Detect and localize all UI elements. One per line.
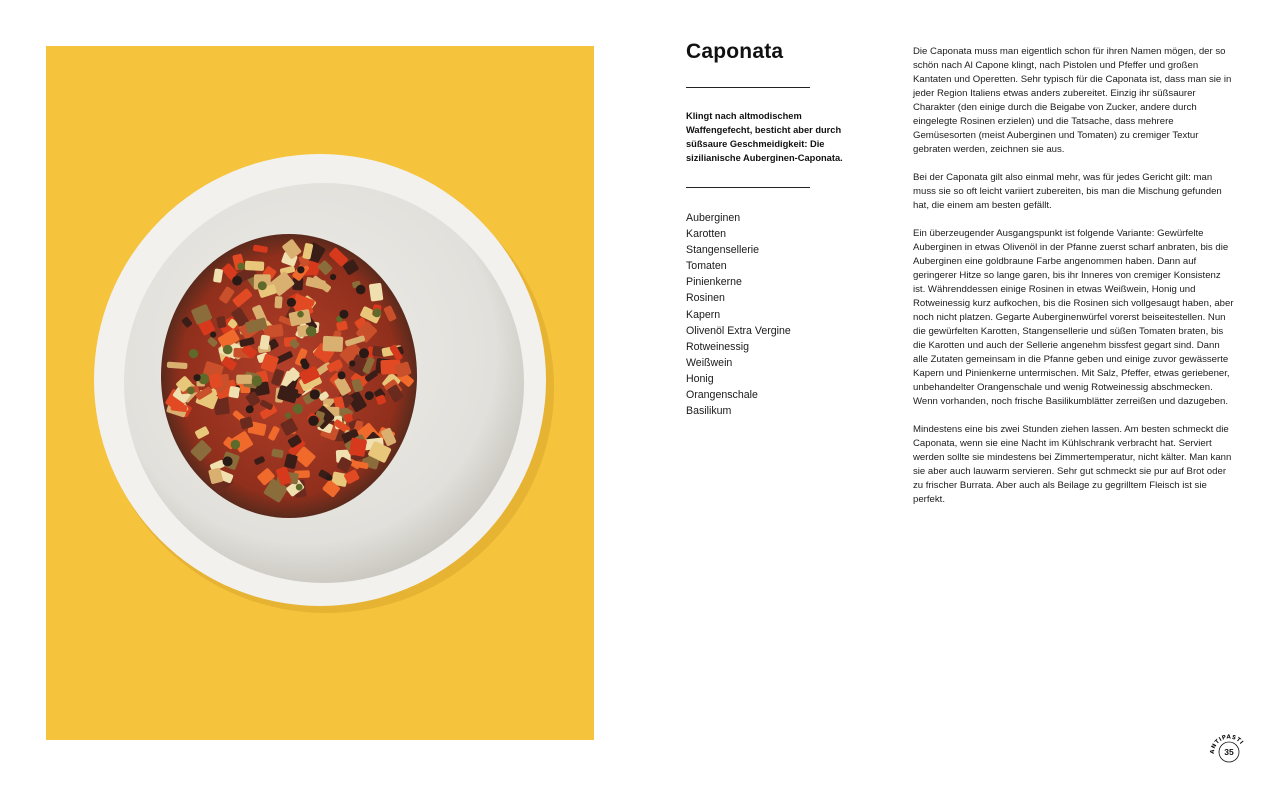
ingredient-item: Honig [686, 372, 714, 385]
caper [189, 349, 198, 358]
vegetable-piece [221, 374, 230, 389]
recipe-body [913, 45, 1235, 521]
caper [232, 276, 242, 286]
caper [300, 358, 307, 365]
caper [258, 281, 267, 290]
caper [194, 374, 201, 381]
caper [373, 309, 382, 318]
ingredient-item: Kapern [686, 308, 721, 321]
vegetable-piece [369, 283, 384, 302]
body-paragraph: Bei der Caponata gilt also einmal mehr, was für jedes Gericht gilt: man muss sie so oft leicht variiert zubereiten, bis man die Mischung gefunden hat, die einem am besten gefällt. [913, 172, 1222, 211]
ingredient-item: Rosinen [686, 292, 725, 305]
caper [293, 404, 303, 414]
caper [310, 389, 320, 399]
caper [297, 266, 304, 273]
caper [365, 391, 374, 400]
body-paragraph: Die Caponata muss man eigentlich schon für ihren Namen mögen, der so schön nach Al Capone klingt, nach Pistolen und Pfeffer und großen Kantaten und Operetten. Sehr typisch für die Caponata ist, dass man sie in jeder Region Italiens etwas anders zubereitet. Einzig ihr süßsaurer Charakter (den einige durch die Beigabe von Zucker, andere durch eingelegte Rosinen erzielen) und die Tatsache, dass mehrere Gemüsesorten (meist Auberginen und Tomaten) zu cremiger Textur gebraten werden, zeichnen sie aus. [913, 46, 1232, 155]
caper [246, 405, 254, 413]
caponata-photo [46, 46, 594, 740]
caponata-food [161, 234, 417, 518]
caper [306, 326, 317, 337]
caper [210, 332, 216, 338]
caper [223, 345, 233, 355]
lead-divider [686, 187, 810, 188]
page-folio [1208, 732, 1248, 772]
vegetable-piece [245, 261, 265, 271]
vegetable-piece [228, 386, 240, 399]
recipe-title: Caponata [686, 40, 784, 63]
caper [285, 412, 291, 418]
caper [349, 360, 355, 366]
caper [287, 298, 296, 307]
caper [297, 311, 304, 318]
vegetable-piece [322, 336, 343, 352]
caponata-bowl-illustration [46, 46, 594, 740]
ingredient-item: Stangensellerie [686, 244, 760, 257]
caper [296, 484, 303, 491]
caper [237, 263, 245, 271]
caper [223, 456, 233, 466]
caper [231, 440, 241, 450]
ingredient-item: Weißwein [686, 356, 733, 369]
vegetable-piece [274, 296, 282, 308]
vegetable-piece [349, 437, 367, 457]
vegetable-piece [236, 375, 252, 384]
ingredient-item: Basilikum [686, 405, 732, 418]
caper [359, 348, 369, 358]
caper [356, 285, 366, 295]
caper [326, 475, 332, 481]
body-paragraph: Mindestens eine bis zwei Stunden ziehen lassen. Am besten schmeckt die Caponata, wenn sie eine Nacht im Kühlschrank verbracht hat. Serviert werden sollte sie mindestens bei Zimmertemperatur, nicht kälter. Man kann sie aber auch lauwarm servieren. Sehr gut schmeckt sie pur auf Brot oder zu frischer Burrata. Aber auch als Beilage zu gegrilltem Fleisch ist sie perfekt. [913, 424, 1232, 505]
folio-section-label: ANTIPASTI [1209, 734, 1245, 755]
ingredient-item: Olivenöl Extra Vergine [686, 324, 791, 337]
ingredient-item: Karotten [686, 228, 727, 241]
caper [252, 376, 263, 387]
title-divider [686, 87, 810, 88]
caper [339, 310, 348, 319]
caper [338, 371, 346, 379]
ingredient-list [686, 210, 791, 419]
ingredient-item: Orangenschale [686, 389, 758, 402]
page-number: 35 [1224, 747, 1234, 758]
caper [308, 416, 318, 426]
ingredient-item: Pinienkerne [686, 276, 742, 289]
caper [330, 274, 336, 280]
ingredient-item: Tomaten [686, 260, 727, 273]
caper [187, 387, 195, 395]
recipe-lead: Klingt nach altmodischem Waffengefecht, besticht aber durch süßsaure Geschmeidigkeit: Die sizilianische Auberginen-Caponata. [686, 111, 843, 163]
body-paragraph: Ein überzeugender Ausgangspunkt ist folgende Variante: Gewürfelte Auberginen in etwas Olivenöl in der Pfanne zuerst scharf anbraten, bis die Auberginen eine goldbraune Farbe angenommen haben. Dann auf geringerer Hitze so lange garen, bis ihr Inneres von cremiger Konsistenz ist. Währenddessen einige Rosinen in etwas Weißwein, Honig und Rotweinessig kurz aufkochen, bis die Rosinen sich vollgesaugt haben, aber noch nicht platzen. Gegarte Auberginenwürfel vorerst beiseitestellen. Nun die gewürfelten Karotten, Stangensellerie und süßen Tomaten braten, bis die Karotten und auch der Sellerie angenehm bissfest gegart sind. Dann alle Zutaten gemeinsam in die Pfanne geben und einige zuvor gewässerte Kapern und Pinienkerne untermischen. Mit Salz, Pfeffer, etwas geriebener, unbehandelter Orangenschale und wenig Rotweinessig abschmecken. Wenn vorhanden, noch frische Basilikumblätter zerreißen und dazugeben. [913, 228, 1234, 407]
ingredient-item: Rotweinessig [686, 340, 750, 353]
ingredient-item: Auberginen [686, 212, 741, 224]
